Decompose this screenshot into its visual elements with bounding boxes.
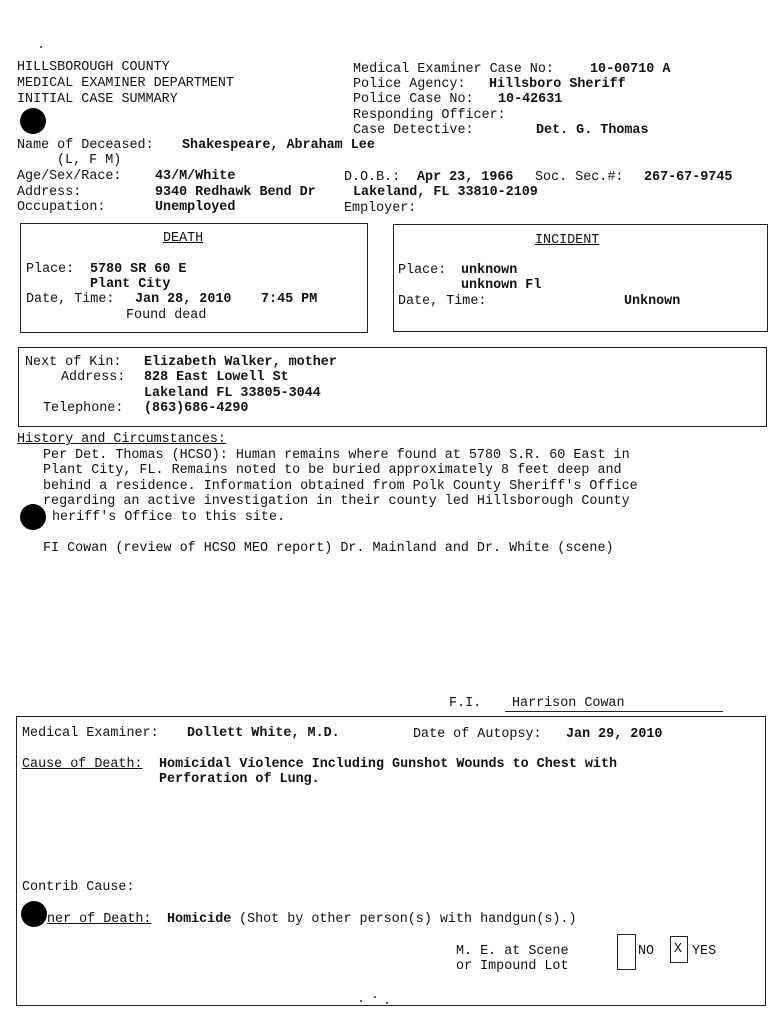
scan-speck bbox=[40, 46, 42, 48]
fi-name: Harrison Cowan bbox=[512, 696, 625, 711]
police-case-label: Police Case No: bbox=[353, 92, 474, 107]
deceased-name-value: Shakespeare, Abraham Lee bbox=[182, 138, 375, 153]
kin-address-line2: Lakeland FL 33805-3044 bbox=[144, 386, 321, 401]
kin-phone-value: (863)686-4290 bbox=[144, 401, 249, 416]
case-detective-label: Case Detective: bbox=[353, 123, 474, 138]
manner-of-death-note: (Shot by other person(s) with handgun(s).) bbox=[239, 912, 577, 927]
redaction-dot bbox=[20, 108, 46, 134]
incident-place-line2: unknown Fl bbox=[461, 278, 542, 293]
redaction-dot bbox=[20, 504, 46, 530]
history-line-2: Plant City, FL. Remains noted to be buried approximately 8 feet deep and bbox=[43, 463, 622, 478]
police-agency-value: Hillsboro Sheriff bbox=[489, 77, 626, 92]
death-place-line1: 5780 SR 60 E bbox=[90, 262, 187, 277]
name-format-note: (L, F M) bbox=[57, 153, 122, 168]
death-place-line2: Plant City bbox=[90, 277, 171, 292]
kin-address-label: Address: bbox=[61, 370, 126, 385]
kin-label: Next of Kin: bbox=[25, 355, 122, 370]
cause-of-death-label: Cause of Death: bbox=[22, 757, 143, 772]
history-heading: History and Circumstances: bbox=[17, 432, 226, 447]
kin-phone-label: Telephone: bbox=[43, 401, 124, 416]
yes-checkmark: X bbox=[674, 942, 683, 957]
me-label: Medical Examiner: bbox=[22, 726, 159, 741]
death-time-value: 7:45 PM bbox=[261, 292, 318, 307]
police-agency-label: Police Agency: bbox=[353, 77, 466, 92]
history-line-5: heriff's Office to this site. bbox=[52, 510, 286, 525]
death-title: DEATH bbox=[163, 231, 204, 246]
address-value: 9340 Redhawk Bend Dr bbox=[155, 185, 316, 200]
history-note: FI Cowan (review of HCSO MEO report) Dr. Mainland and Dr. White (scene) bbox=[43, 541, 614, 556]
death-datetime-label: Date, Time: bbox=[26, 292, 115, 307]
redaction-dot bbox=[21, 901, 47, 927]
kin-address-line1: 828 East Lowell St bbox=[144, 370, 289, 385]
address-label: Address: bbox=[17, 185, 82, 200]
kin-value: Elizabeth Walker, mother bbox=[144, 355, 337, 370]
me-value: Dollett White, M.D. bbox=[187, 726, 340, 741]
scan-speck bbox=[386, 1002, 388, 1004]
contrib-cause-label: Contrib Cause: bbox=[22, 880, 135, 895]
autopsy-label: Date of Autopsy: bbox=[413, 727, 542, 742]
death-status: Found dead bbox=[126, 308, 207, 323]
incident-datetime-label: Date, Time: bbox=[398, 294, 487, 309]
me-case-label: Medical Examiner Case No: bbox=[353, 62, 554, 77]
incident-place-line1: unknown bbox=[461, 263, 518, 278]
occupation-value: Unemployed bbox=[155, 200, 236, 215]
fi-signature-line bbox=[505, 711, 723, 712]
manner-of-death-label: ner of Death: bbox=[47, 912, 152, 927]
next-of-kin-box bbox=[18, 347, 767, 427]
police-case-value: 10-42631 bbox=[498, 92, 563, 107]
autopsy-value: Jan 29, 2010 bbox=[566, 727, 663, 742]
death-place-label: Place: bbox=[26, 262, 75, 277]
deceased-name-label: Name of Deceased: bbox=[17, 138, 154, 153]
age-sex-race-label: Age/Sex/Race: bbox=[17, 169, 122, 184]
impound-lot-label: or Impound Lot bbox=[456, 959, 569, 974]
scan-speck bbox=[360, 1000, 362, 1002]
history-line-4: regarding an active investigation in their county led Hillsborough County bbox=[43, 494, 630, 509]
department-name: MEDICAL EXAMINER DEPARTMENT bbox=[17, 76, 234, 91]
incident-title: INCIDENT bbox=[535, 233, 600, 248]
me-at-scene-label: M. E. at Scene bbox=[456, 944, 569, 959]
no-label: NO bbox=[638, 944, 655, 959]
age-sex-race-value: 43/M/White bbox=[155, 169, 236, 184]
occupation-label: Occupation: bbox=[17, 200, 106, 215]
document-title: INITIAL CASE SUMMARY bbox=[17, 92, 178, 107]
no-checkbox[interactable] bbox=[617, 934, 636, 970]
cause-of-death-line2: Perforation of Lung. bbox=[159, 772, 320, 787]
scan-speck bbox=[374, 996, 376, 998]
manner-of-death-value: Homicide bbox=[167, 912, 232, 927]
employer-label: Employer: bbox=[344, 201, 417, 216]
history-line-3: behind a residence. Information obtained from Polk County Sheriff's Office bbox=[43, 479, 638, 494]
yes-label: YES bbox=[692, 944, 717, 959]
ssn-value: 267-67-9745 bbox=[644, 170, 733, 185]
cause-of-death-line1: Homicidal Violence Including Gunshot Wounds to Chest with bbox=[159, 757, 618, 772]
death-date-value: Jan 28, 2010 bbox=[135, 292, 232, 307]
history-line-1: Per Det. Thomas (HCSO): Human remains where found at 5780 S.R. 60 East in bbox=[43, 448, 630, 463]
county-name: HILLSBOROUGH COUNTY bbox=[17, 60, 170, 75]
fi-label: F.I. bbox=[449, 696, 482, 711]
case-detective-value: Det. G. Thomas bbox=[536, 123, 649, 138]
yes-checkbox[interactable] bbox=[670, 936, 688, 963]
city-value: Lakeland, FL 33810-2109 bbox=[353, 185, 538, 200]
dob-label: D.O.B.: bbox=[344, 170, 401, 185]
incident-datetime-value: Unknown bbox=[624, 294, 681, 309]
incident-place-label: Place: bbox=[398, 263, 447, 278]
ssn-label: Soc. Sec.#: bbox=[535, 170, 624, 185]
dob-value: Apr 23, 1966 bbox=[417, 170, 514, 185]
me-case-value: 10-00710 A bbox=[590, 62, 671, 77]
responding-officer-label: Responding Officer: bbox=[353, 108, 506, 123]
